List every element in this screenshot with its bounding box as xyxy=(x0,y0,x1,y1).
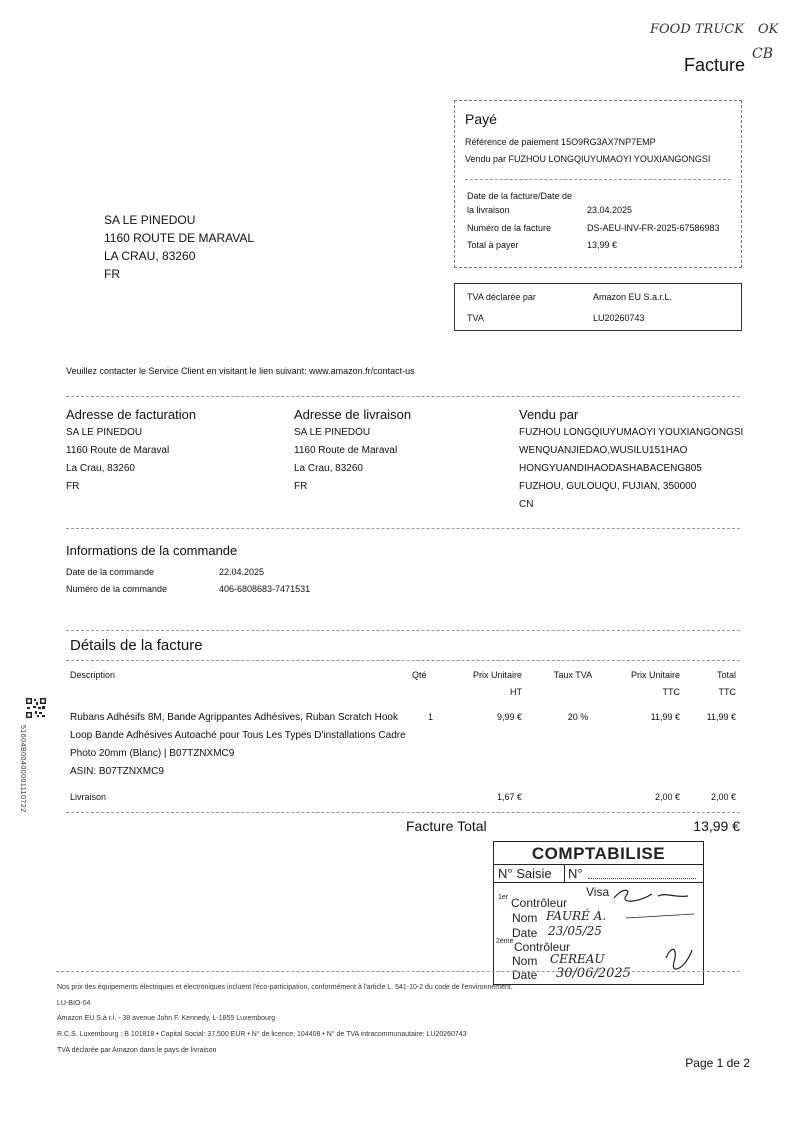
shipping-heading: Adresse de livraison xyxy=(294,407,412,422)
order-number-label: Numéro de la commande xyxy=(66,584,168,594)
stamp-nom-2: Nom xyxy=(512,954,538,968)
vat-value: LU20260743 xyxy=(593,313,645,323)
vat-box xyxy=(454,283,742,331)
vat-label: TVA xyxy=(467,313,484,323)
side-code: 51604B00400001110722 xyxy=(19,725,26,813)
item-description: Rubans Adhésifs 8M, Bande Agrippantes Adhésives, Ruban Scratch Hook xyxy=(70,712,398,723)
billing-heading: Adresse de facturation xyxy=(66,407,197,422)
handwritten-cb-mark: CB xyxy=(752,46,773,62)
invoice-date-label: Date de la facture/Date de xyxy=(467,191,573,201)
handwritten-signature xyxy=(606,884,696,980)
stamp-hw-nom-1: FAURÉ A. xyxy=(546,909,607,923)
footer-eco-notice: Nos prix des équipements électriques et électroniques incluent l'éco-participation, conformément à l'article L. 541-10-2 du code de l'environnement. xyxy=(57,984,513,991)
stamp-visa: Visa xyxy=(586,885,610,899)
stamp-no: N° xyxy=(568,866,583,881)
invoice-number-value: DS-AEU-INV-FR-2025-67586983 xyxy=(587,223,720,233)
shipping-line: SA LE PINEDOU xyxy=(294,427,371,438)
seller-heading: Vendu par xyxy=(519,407,579,422)
handwritten-note: FOOD TRUCK xyxy=(650,22,744,37)
divider xyxy=(66,660,740,661)
stamp-divider xyxy=(494,882,703,883)
table-row xyxy=(70,709,410,781)
shipping-line: 1160 Route de Maraval xyxy=(294,445,398,456)
vat-declared-label: TVA déclarée par xyxy=(467,292,536,302)
grand-total-value: 13,99 € xyxy=(693,818,740,834)
col-description: Description xyxy=(70,670,116,680)
item-total: 11,99 € xyxy=(706,712,736,722)
stamp-hw-date-1: 23/05/25 xyxy=(548,924,602,938)
order-date-label: Date de la commande xyxy=(66,567,155,577)
seller-line: HONGYUANDIHAODASHABACENG805 xyxy=(519,463,702,474)
delivery-label: Livraison xyxy=(70,792,107,802)
item-description: Loop Bande Adhésives Autoaché pour Tous Les Types D'installations Cadre xyxy=(70,730,406,741)
invoice-date-value: 23.04.2025 xyxy=(587,205,633,215)
recipient-line: LA CRAU, 83260 xyxy=(104,249,196,263)
grand-total-label: Facture Total xyxy=(406,818,487,834)
stamp-hw-nom-2: CEREAU xyxy=(550,952,605,966)
recipient-line: 1160 ROUTE DE MARAVAL xyxy=(104,231,255,245)
billing-line: FR xyxy=(66,481,80,492)
divider xyxy=(66,630,740,631)
col-unit-ttc: Prix Unitaire xyxy=(630,670,680,680)
seller-line: FUZHOU LONGQIUYUMAOYI YOUXIANGONGSI xyxy=(519,427,744,438)
stamp-c1: Contrôleur xyxy=(511,896,568,910)
divider xyxy=(66,528,740,529)
qr-code-icon xyxy=(26,698,46,718)
page-title: Facture xyxy=(684,55,746,75)
item-unit-ttc: 11,99 € xyxy=(650,712,680,722)
stamp-title: COMPTABILISE xyxy=(531,844,666,863)
stamp-date-2: Date xyxy=(512,968,538,982)
order-info-heading: Informations de la commande xyxy=(66,543,238,558)
delivery-total: 2,00 € xyxy=(710,792,736,802)
stamp-nom-1: Nom xyxy=(512,911,538,925)
order-date-value: 22.04.2025 xyxy=(219,567,265,577)
footer-vat-notice: TVA déclarée par Amazon dans le pays de livraison xyxy=(57,1047,217,1054)
shipping-line: La Crau, 83260 xyxy=(294,463,363,474)
total-due-value: 13,99 € xyxy=(587,240,618,250)
page-number: Page 1 de 2 xyxy=(685,1056,750,1070)
item-description: Photo 20mm (Blanc) | B07TZNXMC9 xyxy=(70,748,235,759)
stamp-cell-divider xyxy=(564,864,565,882)
item-vat-rate: 20 % xyxy=(567,712,589,722)
stamp-c1-sup: 1er xyxy=(498,894,509,901)
col-qty: Qté xyxy=(412,670,427,680)
vat-declared-value: Amazon EU S.a.r.L. xyxy=(593,292,673,302)
divider xyxy=(66,812,740,813)
shipping-line: FR xyxy=(294,481,308,492)
footer-company-address: Amazon EU S.à r.l. - 38 avenue John F. Kennedy, L-1855 Luxembourg xyxy=(57,1015,276,1022)
stamp-hw-date-2: 30/06/2025 xyxy=(556,966,631,981)
seller-line: WENQUANJIEDAO,WUSILU151HAO xyxy=(519,445,688,456)
contact-notice: Veuillez contacter le Service Client en visitant le lien suivant: www.amazon.fr/contact-us xyxy=(66,366,415,376)
stamp-dotline xyxy=(588,878,696,879)
item-unit-ht: 9,99 € xyxy=(496,712,522,722)
recipient-line: FR xyxy=(104,267,120,281)
col-total-2: TTC xyxy=(718,687,736,697)
details-heading: Détails de la facture xyxy=(70,637,203,654)
col-unit-ht-2: HT xyxy=(510,687,522,697)
shipping-address xyxy=(294,406,411,496)
item-asin: ASIN: B07TZNXMC9 xyxy=(70,766,164,777)
stamp-c2-sup: 2ème xyxy=(496,938,514,945)
payment-reference: Référence de paiement 15O9RG3AX7NP7EMP xyxy=(465,137,656,147)
col-unit-ttc-2: TTC xyxy=(662,687,680,697)
invoice-date-label-2: la livraison xyxy=(467,205,510,215)
billing-line: 1160 Route de Maraval xyxy=(66,445,170,456)
divider xyxy=(465,179,731,180)
payment-status: Payé xyxy=(465,111,497,127)
divider xyxy=(56,971,740,972)
accounting-stamp xyxy=(493,841,704,985)
stamp-saisie: N° Saisie xyxy=(498,866,552,881)
seller-line: FUZHOU, GULOUQU, FUJIAN, 350000 xyxy=(519,481,697,492)
footer-registration: R.C.S. Luxembourg : B 101818 • Capital Social: 37.500 EUR • N° de licence: 104408 • N° de TVA intracommunautaire: LU20260743 xyxy=(57,1031,467,1038)
handwritten-ok-mark: OK xyxy=(758,22,779,37)
recipient-line: SA LE PINEDOU xyxy=(104,213,196,227)
billing-address xyxy=(66,406,196,496)
item-qty: 1 xyxy=(428,712,434,722)
recipient-address xyxy=(104,211,254,283)
billing-line: La Crau, 83260 xyxy=(66,463,135,474)
seller-line: CN xyxy=(519,499,534,510)
invoice-number-label: Numéro de la facture xyxy=(467,223,552,233)
payment-box xyxy=(454,100,742,268)
col-total: Total xyxy=(716,670,736,680)
delivery-unit-ht: 1,67 € xyxy=(496,792,522,802)
col-unit-ht: Prix Unitaire xyxy=(472,670,522,680)
payment-sold-by: Vendu par FUZHOU LONGQIUYUMAOYI YOUXIANGONGSI xyxy=(465,154,711,164)
stamp-c2: Contrôleur xyxy=(514,940,571,954)
seller-address xyxy=(519,406,743,514)
order-number-value: 406-6808683-7471531 xyxy=(219,584,311,594)
footer-bio-code: LU-BIO-04 xyxy=(57,1000,91,1007)
total-due-label: Total à payer xyxy=(467,240,519,250)
stamp-divider xyxy=(494,864,703,865)
col-vat-rate: Taux TVA xyxy=(553,670,593,680)
divider xyxy=(66,396,740,397)
billing-line: SA LE PINEDOU xyxy=(66,427,143,438)
stamp-date-1: Date xyxy=(512,926,538,940)
delivery-unit-ttc: 2,00 € xyxy=(654,792,680,802)
